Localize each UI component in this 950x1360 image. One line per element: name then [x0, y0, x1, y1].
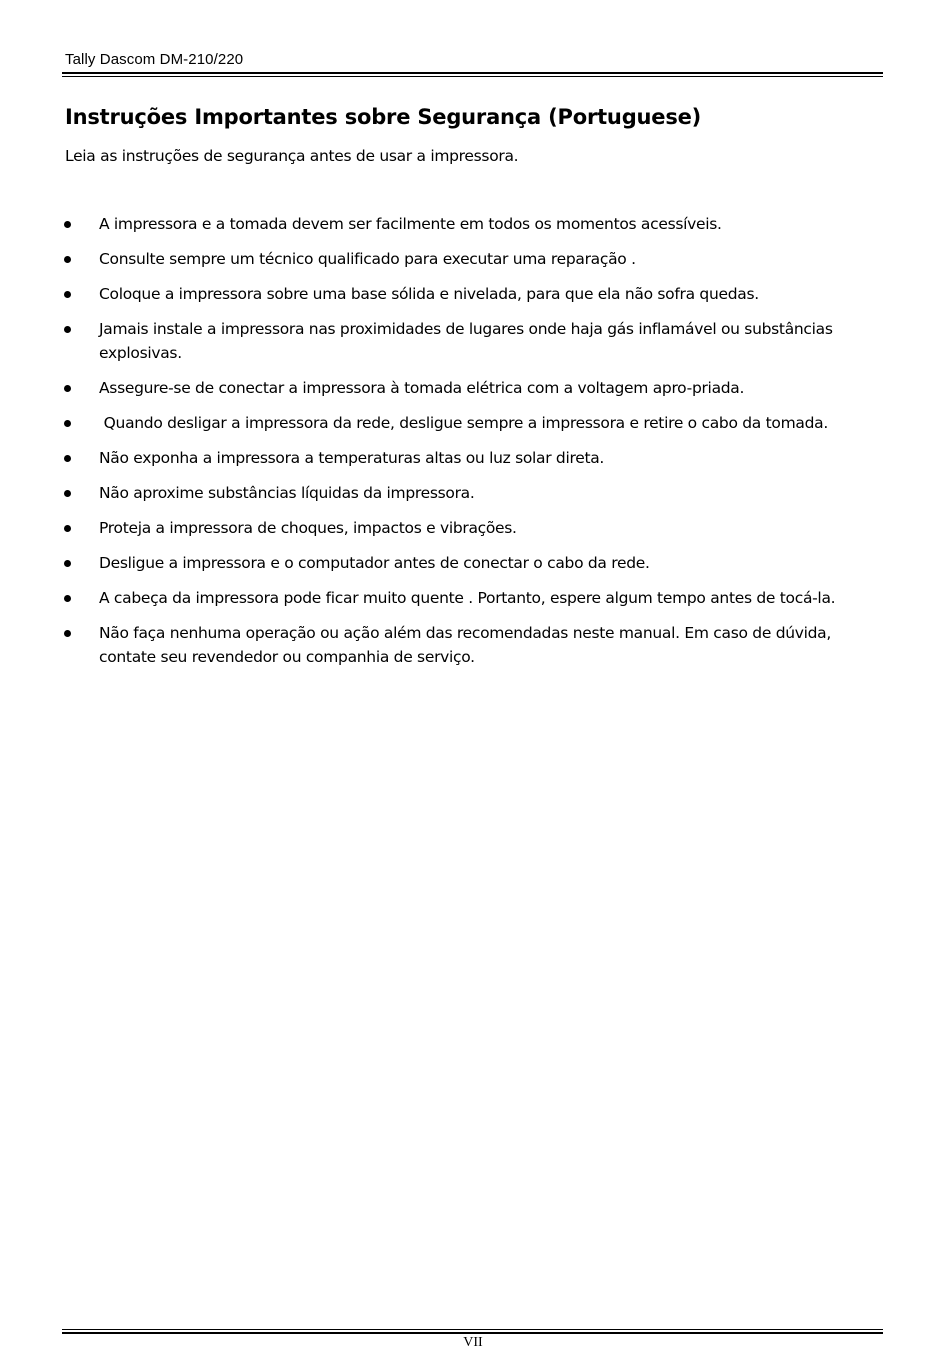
list-item [65, 621, 885, 669]
document-header: Tally Dascom DM-210/220 [65, 51, 244, 68]
list-item-text: Não aproxime substâncias líquidas da impressora. [99, 484, 475, 502]
list-item [65, 411, 885, 435]
list-item [65, 247, 885, 271]
page-number: VII [463, 1335, 483, 1350]
list-item [65, 317, 885, 365]
bullet-icon [64, 291, 71, 298]
bullet-icon [64, 326, 71, 333]
intro-text: Leia as instruções de segurança antes de usar a impressora. [65, 147, 519, 165]
page-title: Instruções Importantes sobre Segurança (Portuguese) [65, 105, 702, 129]
safety-instructions-list [65, 212, 885, 680]
list-item-text: A impressora e a tomada devem ser facilmente em todos os momentos acessíveis. [99, 215, 722, 233]
bullet-icon [64, 256, 71, 263]
list-item-text: Não faça nenhuma operação ou ação além das recomendadas neste manual. Em caso de dúvida, contate seu revendedor ou companhia de serviço. [99, 624, 832, 666]
list-item-text: Quando desligar a impressora da rede, desligue sempre a impressora e retire o cabo da tomada. [99, 414, 828, 432]
bullet-icon [64, 630, 71, 637]
list-item [65, 481, 885, 505]
bullet-icon [64, 385, 71, 392]
list-item-text: A cabeça da impressora pode ficar muito quente . Portanto, espere algum tempo antes de tocá-la. [99, 589, 836, 607]
list-item [65, 212, 885, 236]
list-item [65, 446, 885, 470]
list-item-text: Consulte sempre um técnico qualificado para executar uma reparação . [99, 250, 636, 268]
bullet-icon [64, 490, 71, 497]
header-rule-thin [62, 76, 883, 77]
footer-rule-thin [62, 1329, 883, 1330]
list-item-text: Proteja a impressora de choques, impactos e vibrações. [99, 519, 517, 537]
header-rule-thick [62, 72, 883, 74]
footer-rule-thick [62, 1332, 883, 1334]
bullet-icon [64, 525, 71, 532]
list-item-text: Coloque a impressora sobre uma base sólida e nivelada, para que ela não sofra quedas. [99, 285, 759, 303]
bullet-icon [64, 560, 71, 567]
list-item-text: Jamais instale a impressora nas proximidades de lugares onde haja gás inflamável ou substâncias explosivas. [99, 320, 833, 362]
list-item [65, 551, 885, 575]
list-item-text: Não exponha a impressora a temperaturas altas ou luz solar direta. [99, 449, 605, 467]
bullet-icon [64, 595, 71, 602]
list-item [65, 516, 885, 540]
list-item [65, 282, 885, 306]
bullet-icon [64, 455, 71, 462]
list-item [65, 376, 885, 400]
list-item-text: Desligue a impressora e o computador antes de conectar o cabo da rede. [99, 554, 650, 572]
bullet-icon [64, 420, 71, 427]
list-item [65, 586, 885, 610]
bullet-icon [64, 221, 71, 228]
list-item-text: Assegure-se de conectar a impressora à tomada elétrica com a voltagem apro-priada. [99, 379, 745, 397]
